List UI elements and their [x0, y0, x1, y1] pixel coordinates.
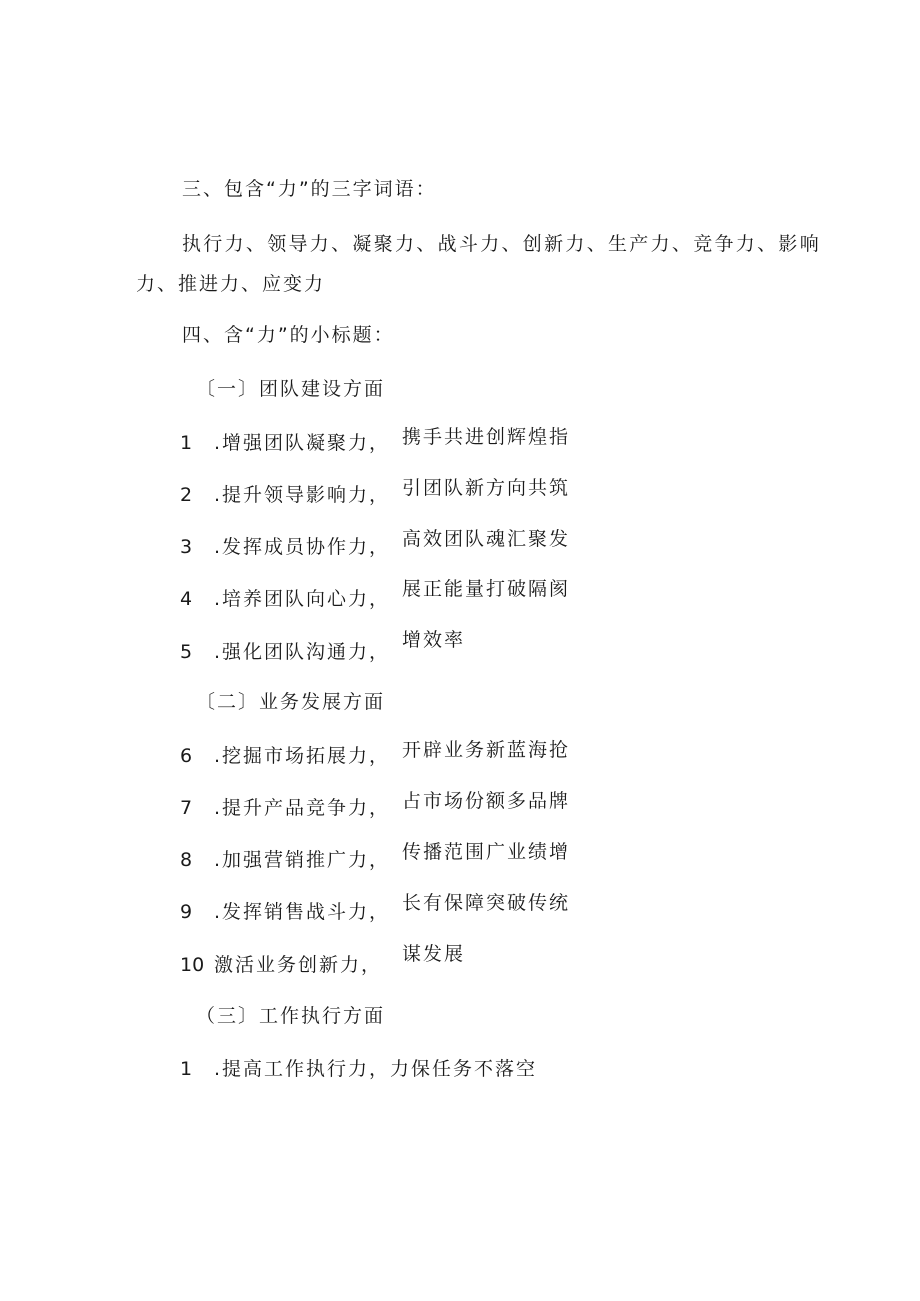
- list-item: [180, 431, 390, 455]
- item-text: .增强团队凝聚力，: [214, 432, 391, 454]
- list-item: [180, 587, 390, 611]
- item-number: 1: [180, 432, 193, 454]
- item-number: 5: [180, 641, 193, 663]
- list-item: [180, 483, 390, 507]
- list-item: [180, 744, 390, 768]
- side-text: 开辟业务新蓝海抢: [402, 739, 571, 761]
- item-text: .强化团队沟通力，: [214, 641, 391, 663]
- item-text: .发挥销售战斗力，: [214, 901, 391, 923]
- side-text: 高效团队魂汇聚发: [402, 528, 571, 550]
- item-text: .提高工作执行力，力保任务不落空: [214, 1058, 538, 1080]
- item-text: .加强营销推广力，: [214, 849, 391, 871]
- side-text: 增效率: [402, 629, 466, 651]
- item-text: 激活业务创新力，: [214, 954, 383, 976]
- item-number: 2: [180, 484, 193, 506]
- list-item: [180, 900, 390, 924]
- side-text: 传播范围广业绩增: [402, 841, 571, 863]
- list-item: [180, 535, 390, 559]
- item-number: 8: [180, 849, 193, 871]
- side-text: 谋发展: [402, 943, 466, 965]
- item-number: 7: [180, 797, 193, 819]
- item-number: 9: [180, 901, 193, 923]
- list-item: [180, 796, 390, 820]
- side-text: 携手共进创辉煌指: [402, 426, 571, 448]
- list-item: [180, 1057, 537, 1081]
- item-number: 3: [180, 536, 193, 558]
- item-number: 4: [180, 588, 193, 610]
- section3-heading: 三、包含“力”的三字词语：: [182, 178, 437, 200]
- section4-heading: 四、含“力”的小标题：: [182, 324, 395, 346]
- item-text: .发挥成员协作力，: [214, 536, 391, 558]
- item-text: .提升领导影响力，: [214, 484, 391, 506]
- item-number: 1: [180, 1058, 193, 1080]
- item-text: .提升产品竞争力，: [214, 797, 391, 819]
- group2-title: 〔二〕业务发展方面: [196, 691, 386, 713]
- side-text: 展正能量打破隔阂: [402, 578, 571, 600]
- item-number: 6: [180, 745, 193, 767]
- list-item: [180, 953, 382, 977]
- list-item: [180, 848, 390, 872]
- side-text: 长有保障突破传统: [402, 892, 571, 914]
- group1-title: 〔一〕团队建设方面: [196, 378, 386, 400]
- section3-text-line2: 力、推进力、应变力: [136, 273, 326, 295]
- item-text: .挖掘市场拓展力，: [214, 745, 391, 767]
- item-text: .培养团队向心力，: [214, 588, 391, 610]
- group3-title: （三〕工作执行方面: [196, 1005, 386, 1027]
- item-number: 10: [180, 954, 205, 976]
- section3-text-line1: 执行力、领导力、凝聚力、战斗力、创新力、生产力、竞争力、影响: [182, 233, 822, 255]
- side-text: 引团队新方向共筑: [402, 477, 571, 499]
- list-item: [180, 640, 390, 664]
- side-text: 占市场份额多品牌: [402, 790, 571, 812]
